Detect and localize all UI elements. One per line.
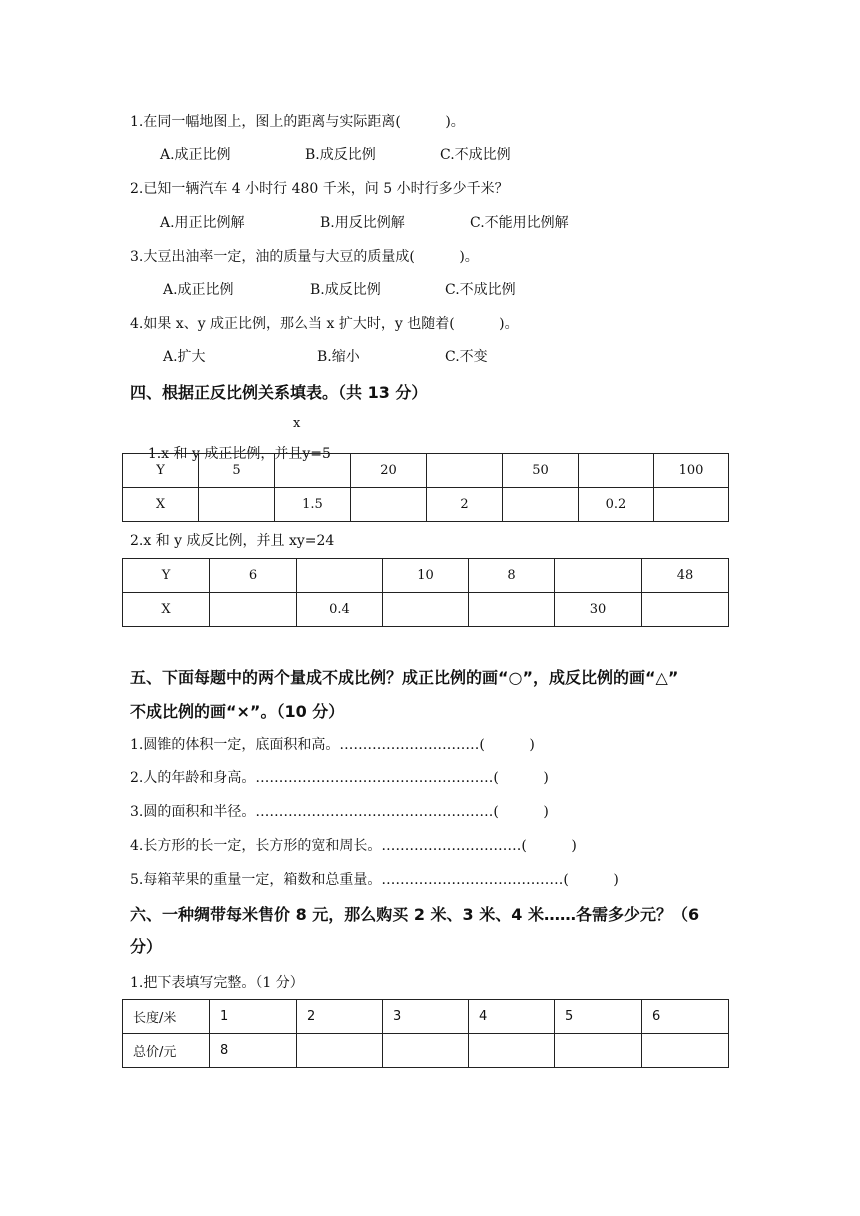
table-cell-blank[interactable] — [469, 593, 555, 627]
table-cell: 0.2 — [579, 488, 654, 522]
table1-fraction-denominator: y=5 — [302, 446, 331, 462]
table-cell: 100 — [654, 454, 729, 488]
table-cell: Y — [123, 454, 199, 488]
table-cell-blank[interactable] — [642, 593, 729, 627]
table-cell-blank[interactable] — [383, 1034, 469, 1068]
table-inverse-proportion — [122, 558, 729, 627]
table-cell: 2 — [427, 488, 503, 522]
table2-row-x — [123, 593, 729, 627]
q1-option-b: B.成反比例 — [305, 147, 376, 163]
q3-option-c: C.不成比例 — [445, 282, 516, 298]
table-cell: X — [123, 593, 210, 627]
table-cell-blank[interactable] — [297, 559, 383, 593]
q3-option-b: B.成反比例 — [310, 282, 381, 298]
table-cell: 2 — [297, 1000, 383, 1034]
question-2: 2.已知一辆汽车 4 小时行 480 千米，问 5 小时行多少千米？ — [130, 181, 509, 197]
section-5-heading-line2: 不成比例的画“×”。（10 分） — [130, 702, 345, 721]
table-cell-blank[interactable] — [297, 1034, 383, 1068]
table-cell: 6 — [642, 1000, 729, 1034]
table-cell-blank[interactable] — [351, 488, 427, 522]
table-cell-blank[interactable] — [579, 454, 654, 488]
table-cell-blank[interactable] — [469, 1034, 555, 1068]
section-5-heading-line1: 五、下面每题中的两个量成不成比例？成正比例的画“○”，成反比例的画“△” — [130, 668, 679, 687]
table-cell: 20 — [351, 454, 427, 488]
table1-row-x — [123, 488, 729, 522]
table-cell: 5 — [555, 1000, 642, 1034]
question-1: 1.在同一幅地图上，图上的距离与实际距离( )。 — [130, 114, 465, 130]
table-cell: Y — [123, 559, 210, 593]
table-cell: 10 — [383, 559, 469, 593]
q3-option-a: A.成正比例 — [163, 282, 234, 298]
q4-option-c: C.不变 — [445, 349, 488, 365]
judge-item-1: 1.圆锥的体积一定，底面积和高。…………………………( ) — [130, 737, 535, 753]
q1-option-c: C.不成比例 — [440, 147, 511, 163]
table-cell: 长度/米 — [123, 1000, 210, 1034]
table-cell: 8 — [469, 559, 555, 593]
table-cell: 6 — [210, 559, 297, 593]
table-cell: X — [123, 488, 199, 522]
table2-row-y — [123, 559, 729, 593]
q2-option-b: B.用反比例解 — [320, 215, 405, 231]
q1-option-a: A.成正比例 — [160, 147, 231, 163]
table-cell-blank[interactable] — [275, 454, 351, 488]
section-6-heading-line2: 分） — [130, 937, 163, 956]
sub-question-1: 1.把下表填写完整。（1 分） — [130, 975, 304, 991]
table-cell-blank[interactable] — [503, 488, 579, 522]
table-cell-blank[interactable] — [383, 593, 469, 627]
table-cell-blank[interactable] — [642, 1034, 729, 1068]
table2-label: 2.x 和 y 成反比例，并且 xy=24 — [130, 533, 335, 549]
table-cell: 8 — [210, 1034, 297, 1068]
table3-row-price — [123, 1034, 729, 1068]
q4-option-a: A.扩大 — [163, 349, 206, 365]
q4-option-b: B.缩小 — [317, 349, 360, 365]
table-cell-blank[interactable] — [654, 488, 729, 522]
table-cell: 4 — [469, 1000, 555, 1034]
table-cell: 3 — [383, 1000, 469, 1034]
question-3: 3.大豆出油率一定，油的质量与大豆的质量成( )。 — [130, 249, 479, 265]
table-cell: 0.4 — [297, 593, 383, 627]
judge-item-3: 3.圆的面积和半径。……………………………………………( ) — [130, 804, 549, 820]
table-cell-blank[interactable] — [555, 559, 642, 593]
table3-row-length — [123, 1000, 729, 1034]
table-cell-blank[interactable] — [555, 1034, 642, 1068]
table-cell-blank[interactable] — [199, 488, 275, 522]
table-cell: 1 — [210, 1000, 297, 1034]
section-4-heading: 四、根据正反比例关系填表。（共 13 分） — [130, 383, 428, 402]
judge-item-5: 5.每箱苹果的重量一定，箱数和总重量。…………………………………( ) — [130, 872, 619, 888]
table-ribbon-price — [122, 999, 729, 1068]
table-cell-blank[interactable] — [427, 454, 503, 488]
section-6-heading-line1: 六、一种绸带每米售价 8 元，那么购买 2 米、3 米、4 米……各需多少元？（6 — [130, 905, 700, 924]
table-cell-blank[interactable] — [210, 593, 297, 627]
q2-option-a: A.用正比例解 — [160, 215, 245, 231]
judge-item-4: 4.长方形的长一定，长方形的宽和周长。…………………………( ) — [130, 838, 577, 854]
judge-item-2: 2.人的年龄和身高。……………………………………………( ) — [130, 770, 549, 786]
table1-row-y — [123, 454, 729, 488]
table-direct-proportion — [122, 453, 729, 522]
table1-fraction-numerator: x — [293, 416, 301, 431]
table-cell: 50 — [503, 454, 579, 488]
q2-option-c: C.不能用比例解 — [470, 215, 569, 231]
table-cell: 48 — [642, 559, 729, 593]
table1-label-prefix: 1.x 和 y 成正比例，并且 — [147, 446, 303, 462]
table-cell: 5 — [199, 454, 275, 488]
table-cell: 30 — [555, 593, 642, 627]
table-cell: 总价/元 — [123, 1034, 210, 1068]
question-4: 4.如果 x、y 成正比例，那么当 x 扩大时，y 也随着( )。 — [130, 316, 519, 332]
table-cell: 1.5 — [275, 488, 351, 522]
